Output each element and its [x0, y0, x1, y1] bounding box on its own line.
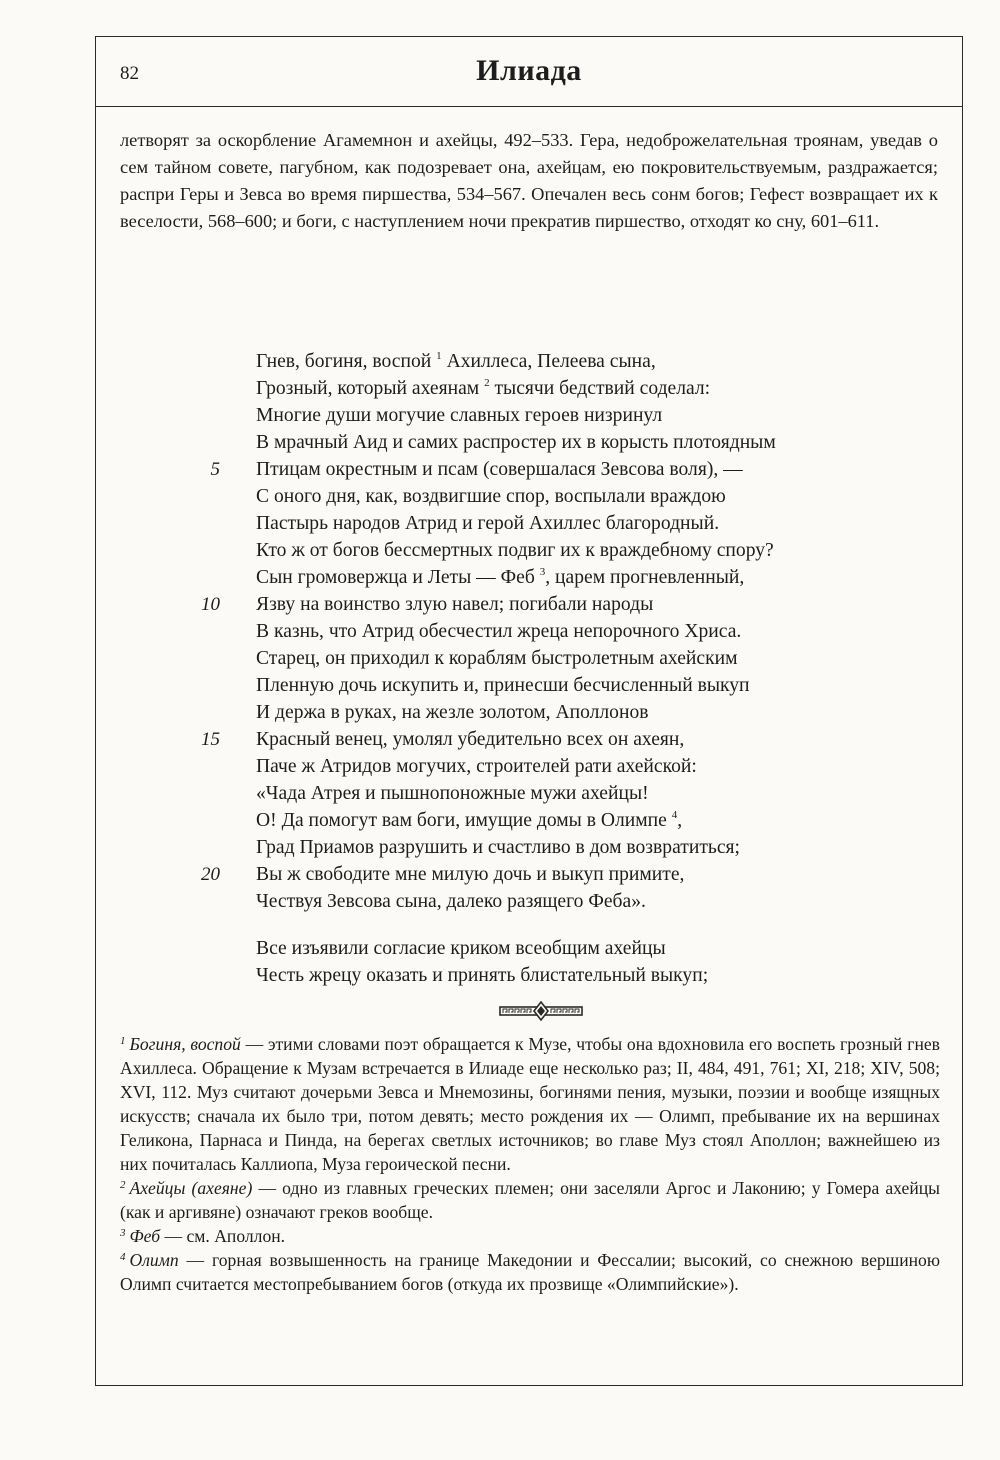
- verse-line: [96, 429, 962, 456]
- verse-text-part: тысячи бедствий соделал:: [489, 378, 711, 399]
- footnote-mark: 1: [120, 1035, 126, 1047]
- footnote-text: — см. Аполлон.: [160, 1226, 286, 1246]
- verse-text-part: ,: [677, 810, 683, 831]
- verse-line: [96, 780, 962, 807]
- footnote-mark: 4: [120, 1251, 126, 1263]
- verse-text-part: Грозный, который ахеянам: [256, 378, 485, 399]
- poem: [96, 348, 962, 989]
- running-header: [96, 37, 962, 107]
- verse-line: [96, 807, 962, 834]
- footnote: [120, 1176, 940, 1224]
- verse-text-part: Пленную дочь искупить и, принесши бесчисленный выкуп: [256, 675, 750, 696]
- footnote-text: — одно из главных греческих племен; они заселяли Аргос и Лаконию; у Гомера ахейцы (как и аргивяне) означают греков вообще.: [120, 1178, 941, 1222]
- verse-line: [96, 726, 962, 753]
- verse-text: [256, 861, 684, 888]
- verse-line: [96, 888, 962, 915]
- verse-text: [256, 618, 741, 645]
- line-number: 20: [201, 864, 220, 885]
- footnote-reference[interactable]: 3: [539, 566, 546, 578]
- line-number: 15: [201, 729, 220, 750]
- verse-text-part: Сын громовержца и Леты — Феб: [256, 567, 540, 588]
- footnote: [120, 1032, 940, 1176]
- verse-line: [96, 402, 962, 429]
- verse-text-part: Многие души могучие славных героев низринул: [256, 405, 663, 426]
- footnote-term: Феб: [129, 1226, 161, 1246]
- verse-line: [96, 591, 962, 618]
- verse-text: [256, 834, 740, 861]
- argument-summary: [120, 127, 938, 235]
- verse-text: [256, 780, 649, 807]
- verse-text: [256, 456, 743, 483]
- verse-text-part: О! Да помогут вам боги, имущие домы в Олимпе: [256, 810, 672, 831]
- summary-text: летворят за оскорбление Агамемнон и ахейцы, 492–533. Гера, недоброжелательная троянам, уведав о сем тайном совете, пагубном, как подозревает она, ахейцам, ею покровительствуемым, раздражается; распри Геры и Зевса во время пиршества, 534–567. Опечален весь сонм богов; Гефест возвращает их к веселости, 568–600; и боги, с наступлением ночи прекратив пиршество, отходят ко сну, 601–611.: [120, 130, 938, 231]
- verse-text: [256, 888, 646, 915]
- verse-text-part: В мрачный Аид и самих распростер их в корысть плотоядным: [256, 432, 776, 453]
- verse-text-part: С оного дня, как, воздвигшие спор, воспылали враждою: [256, 486, 726, 507]
- verse-text-part: Честь жрецу оказать и принять блистательный выкуп;: [256, 965, 709, 986]
- verse-text: [256, 962, 708, 989]
- verse-line: [96, 348, 962, 375]
- verse-line: [96, 753, 962, 780]
- verse-text-part: Птицам окрестным и псам (совершалася Зевсова воля), —: [256, 459, 743, 480]
- book-title: Илиада: [476, 54, 582, 87]
- verse-text-part: Град Приамов разрушить и счастливо в дом возвратиться;: [256, 837, 740, 858]
- verse-line: [96, 645, 962, 672]
- verse-line: [96, 510, 962, 537]
- verse-line: [96, 834, 962, 861]
- footnote-reference[interactable]: 2: [484, 377, 490, 389]
- verse-text: [256, 672, 750, 699]
- verse-line: [96, 456, 962, 483]
- verse-line: [96, 483, 962, 510]
- verse-line: [96, 962, 962, 989]
- stanza-gap: [96, 915, 962, 935]
- greek-key-ornament-icon: [499, 1001, 583, 1026]
- verse-line: [96, 672, 962, 699]
- line-number: 10: [201, 594, 220, 615]
- verse-text-part: Ахиллеса, Пелеева сына,: [441, 351, 656, 372]
- verse-line: [96, 375, 962, 402]
- verse-text: [256, 564, 744, 591]
- page-number: 82: [120, 63, 139, 84]
- verse-line: [96, 699, 962, 726]
- verse-text-part: И держа в руках, на жезле золотом, Аполлонов: [256, 702, 649, 723]
- verse-text: [256, 510, 719, 537]
- verse-text-part: Пастырь народов Атрид и герой Ахиллес благородный.: [256, 513, 720, 534]
- page-frame: [95, 36, 963, 1386]
- verse-text-part: , царем прогневленный,: [545, 567, 745, 588]
- verse-text-part: Гнев, богиня, воспой: [256, 351, 437, 372]
- verse-text: [256, 935, 666, 962]
- footnotes: [120, 1032, 940, 1296]
- verse-text: [256, 591, 653, 618]
- verse-text-part: В казнь, что Атрид обесчестил жреца непорочного Хриса.: [256, 621, 742, 642]
- verse-text: [256, 429, 776, 456]
- verse-line: [96, 935, 962, 962]
- footnote-reference[interactable]: 1: [436, 350, 442, 362]
- verse-line: [96, 564, 962, 591]
- verse-text-part: Паче ж Атридов могучих, строителей рати ахейской:: [256, 756, 697, 777]
- footnote-reference[interactable]: 4: [671, 809, 678, 821]
- verse-text-part: Кто ж от богов бессмертных подвиг их к враждебному спору?: [256, 540, 774, 561]
- footnote: [120, 1248, 940, 1296]
- verse-text-part: «Чада Атрея и пышнопоножные мужи ахейцы!: [256, 783, 649, 804]
- verse-text: [256, 402, 662, 429]
- verse-text-part: Старец, он приходил к кораблям быстролетным ахейским: [256, 648, 738, 669]
- verse-text-part: Красный венец, умолял убедительно всех он ахеян,: [256, 729, 685, 750]
- verse-text: [256, 753, 697, 780]
- footnote-mark: 2: [120, 1179, 126, 1191]
- footnote-mark: 3: [120, 1227, 126, 1239]
- footnote: [120, 1224, 940, 1248]
- footnote-text: — горная возвышенность на границе Македонии и Фессалии; высокий, со снежною вершиною Олимп считается местопребыванием богов (откуда их прозвище «Олимпийские»).: [120, 1250, 940, 1294]
- verse-text-part: Вы ж свободите мне милую дочь и выкуп примите,: [256, 864, 685, 885]
- verse-text: [256, 699, 649, 726]
- verse-text: [256, 645, 738, 672]
- line-number: 5: [210, 459, 220, 480]
- verse-text: [256, 483, 726, 510]
- verse-text: [256, 726, 684, 753]
- verse-text: [256, 375, 710, 402]
- verse-text-part: Все изъявили согласие криком всеобщим ахейцы: [256, 938, 666, 959]
- verse-text: [256, 807, 682, 834]
- verse-text: [256, 537, 774, 564]
- verse-text: [256, 348, 656, 375]
- footnote-term: Олимп: [129, 1250, 179, 1270]
- footnote-text: — этими словами поэт обращается к Музе, чтобы она вдохновила его воспеть грозный гнев Ахиллеса. Обращение к Музам встречается в Илиаде еще несколько раз; II, 484, 491, 761; XI, 218; XIV, 508; XVI, 112. Муз считают дочерьми Зевса и Мнемозины, богинями пения, музыки, поэзии и вообще изящных искусств; сначала их было три, потом девять; место рождения их — Олимп, пребывание их на вершинах Геликона, Парнаса и Пинда, на берегах светлых источников; во главе Муз стоял Аполлон; важнейшею из них почиталась Каллиопа, Муза героической песни.: [120, 1034, 940, 1174]
- verse-line: [96, 618, 962, 645]
- verse-line: [96, 537, 962, 564]
- footnote-term: Ахейцы (ахеяне): [129, 1178, 253, 1198]
- verse-text-part: Язву на воинство злую навел; погибали народы: [256, 594, 654, 615]
- verse-line: [96, 861, 962, 888]
- verse-text-part: Чествуя Зевсова сына, далеко разящего Феба».: [256, 891, 646, 912]
- footnote-term: Богиня, воспой: [129, 1034, 241, 1054]
